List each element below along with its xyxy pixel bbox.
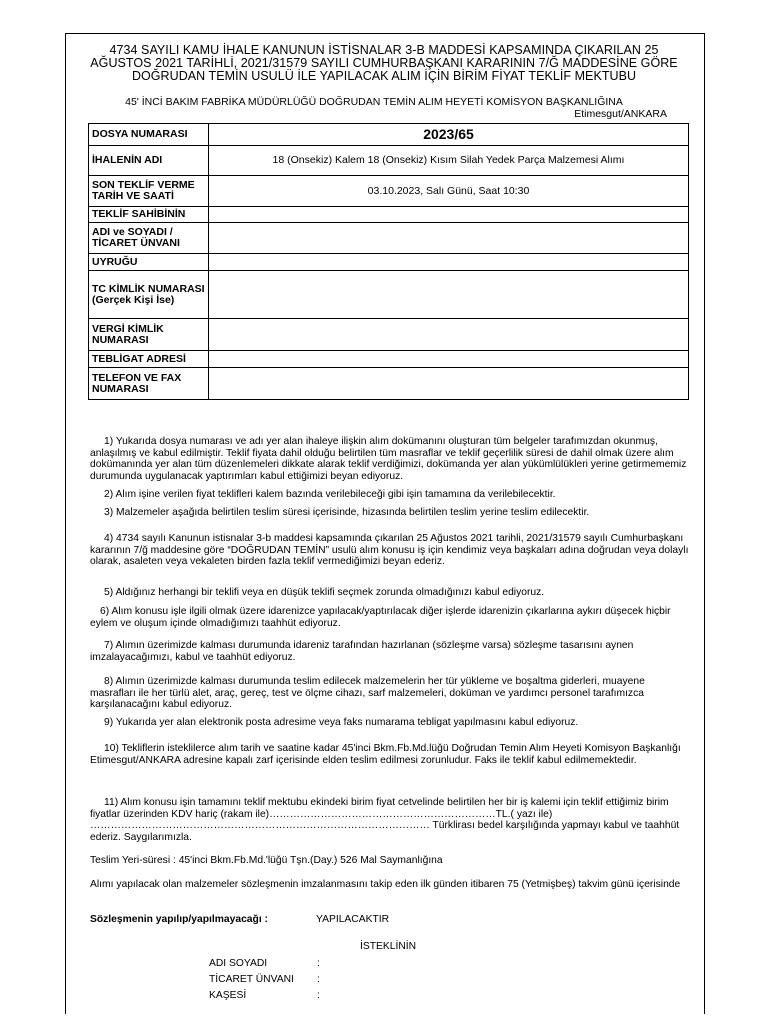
tc-label: TC KİMLİK NUMARASI (Gerçek Kişi İse) (89, 271, 209, 319)
sign-name-label: ADI SOYADI (209, 958, 268, 969)
addressee: 45' İNCİ BAKIM FABRİKA MÜDÜRLÜĞÜ DOĞRUDAN TEMİN ALIM HEYETİ KOMİSYON BAŞKANLIĞINA (125, 96, 623, 108)
sign-stamp-colon: : (317, 990, 320, 1001)
paragraph-1: 1) Yukarıda dosya numarası ve adı yer alan ihaleye ilişkin alım dokümanını oluşturan tüm belgeler tarafımızdan okunmuş, anlaşılmış ve kabul edilmiştir. Teklif fiyata dahil olduğu belirtilen tüm masraflar ve teklif geçerlilik süresi de dahil olmak üzere alım dokümanında yer alan tüm düzenlemeleri dikkate alarak teklif verdiğimizi, dokümanda yer alan yükümlülükleri yerine getirmememiz durumunda uygulanacak yaptırımları kabul ettiğimizi beyan ediyoruz. (90, 436, 687, 483)
paragraph-9: 9) Yukarıda yer alan elektronik posta adresime veya faks numarama tebligat yapılmasını kabul ediyoruz. (104, 717, 579, 728)
sign-trade-label: TİCARET ÜNVANI (209, 974, 294, 985)
sign-trade-colon: : (317, 974, 320, 985)
name-value (209, 223, 689, 254)
bidder-value (209, 207, 689, 223)
tender-name-value: 18 (Onsekiz) Kalem 18 (Onsekiz) Kısım Silah Yedek Parça Malzemesi Alımı (209, 146, 689, 176)
nationality-label: UYRUĞU (89, 254, 209, 271)
delivery-place: Teslim Yeri-süresi : 45'inci Bkm.Fb.Md.'lüğü Tşn.(Day.) 526 Mal Saymanlığına (90, 855, 443, 866)
paragraph-6: 6) Alım konusu işle ilgili olmak üzere idarenizce yapılacak/yaptırılacak diğer işlerde idarenizin çıkarlarına aykırı düşecek hiçbir eylem ve oluşum içinde olmadığımızı taahhüt ediyoruz. (90, 606, 671, 629)
address-label: TEBLİGAT ADRESİ (89, 351, 209, 368)
tender-name-label: İHALENİN ADI (89, 146, 209, 176)
sign-stamp-label: KAŞESİ (209, 990, 247, 1001)
paragraph-8: 8) Alımın üzerimizde kalması durumunda teslim edilecek malzemelerin her tür yükleme ve boşaltma giderleri, muayene masrafları ile her türlü alet, araç, gereç, test ve ölçme cihazı, sarf malzemeleri, doküman ve yardımcı personel tarafımızca karşılanacağını kabul ediyoruz. (90, 676, 645, 711)
phone-label: TELEFON VE FAX NUMARASI (89, 368, 209, 400)
delivery-time: Alımı yapılacak olan malzemeler sözleşmenin imzalanmasını takip eden ilk günden itibaren 75 (Yetmişbeş) takvim günü içerisinde (90, 879, 681, 890)
paragraph-2: 2) Alım işine verilen fiyat teklifleri kalem bazında verilebileceği gibi işin tamamına da verilebilecektir. (104, 489, 556, 500)
tax-label: VERGİ KİMLİK NUMARASI (89, 319, 209, 351)
contract-value: YAPILACAKTIR (316, 914, 390, 925)
deadline-label: SON TEKLİF VERME TARİH VE SAATİ (89, 176, 209, 207)
address-value (209, 351, 689, 368)
document-title: 4734 SAYILI KAMU İHALE KANUNUN İSTİSNALAR 3-B MADDESİ KAPSAMINDA ÇIKARILAN 25 AĞUSTOS 2021 TARİHLİ, 2021/31579 SAYILI CUMHURBAŞKANI KARARININ 7/Ğ MADDESİNE GÖRE DOĞRUDAN TEMİN USULÜ İLE YAPILACAK ALIM İÇİN BİRİM FİYAT TEKLİF MEKTUBU (90, 43, 678, 83)
paragraph-7: 7) Alımın üzerimizde kalması durumunda idareniz tarafından hazırlanan (sözleşme varsa) sözleşme tasarısını aynen imzalayacağımızı, kabul ve taahhüt ediyoruz. (90, 640, 634, 663)
paragraph-5: 5) Aldığınız herhangi bir teklifi veya en düşük teklifi seçmek zorunda olmadığınızı kabul ediyoruz. (104, 587, 545, 598)
contract-label: Sözleşmenin yapılıp/yapılmayacağı : (90, 914, 268, 925)
sign-name-colon: : (317, 958, 320, 969)
paragraph-10: 10) Tekliflerin isteklilerce alım tarih ve saatine kadar 45'inci Bkm.Fb.Md.lüğü Doğrudan Temin Alım Heyeti Komisyon Başkanlığı Etimesgut/ANKARA adresine kapalı zarf içerisinde elden teslim edilmesi zorunludur. Faks ile teklif kabul edilmemektedir. (90, 743, 681, 766)
file-no-label: DOSYA NUMARASI (89, 124, 209, 146)
tc-value (209, 271, 689, 319)
file-no-value: 2023/65 (209, 124, 689, 146)
deadline-value: 03.10.2023, Salı Günü, Saat 10:30 (209, 176, 689, 207)
bidder-label: TEKLİF SAHİBİNİN (89, 207, 209, 223)
nationality-value (209, 254, 689, 271)
paragraph-3: 3) Malzemeler aşağıda belirtilen teslim süresi içerisinde, hizasında belirtilen teslim yerine teslim edilecektir. (104, 507, 590, 518)
name-label: ADI ve SOYADI / TİCARET ÜNVANI (89, 223, 209, 254)
paragraph-4: 4) 4734 sayılı Kanunun istisnalar 3-b maddesi kapsamında çıkarılan 25 Ağustos 2021 tarihli, 2021/31579 sayılı Cumhurbaşkanı kararının 7/ğ maddesine göre “DOĞRUDAN TEMİN” usulü alım konusu iş için kendimiz veya başkaları adına doğrudan veya dolaylı olarak, asaleten veya vekaleten birden fazla teklif vermediğimizi beyan ederiz. (90, 533, 689, 568)
paragraph-11: 11) Alım konusu işin tamamını teklif mektubu ekindeki birim fiyat cetvelinde belirtilen her bir iş kalemi için teklif ettiğimiz birim fiyatlar üzerinden KDV hariç (rakam ile)…………………………………………………………TL.( yazı ile) ……………………………………………………………………………………… Türklirası bedel karşılığında yapmayı kabul ve taahhüt ederiz. Saygılarımızla. (90, 797, 680, 844)
phone-value (209, 368, 689, 400)
info-table (88, 123, 689, 400)
location: Etimesgut/ANKARA (574, 108, 667, 120)
bidder-heading: İSTEKLİNİN (360, 941, 417, 952)
tax-value (209, 319, 689, 351)
